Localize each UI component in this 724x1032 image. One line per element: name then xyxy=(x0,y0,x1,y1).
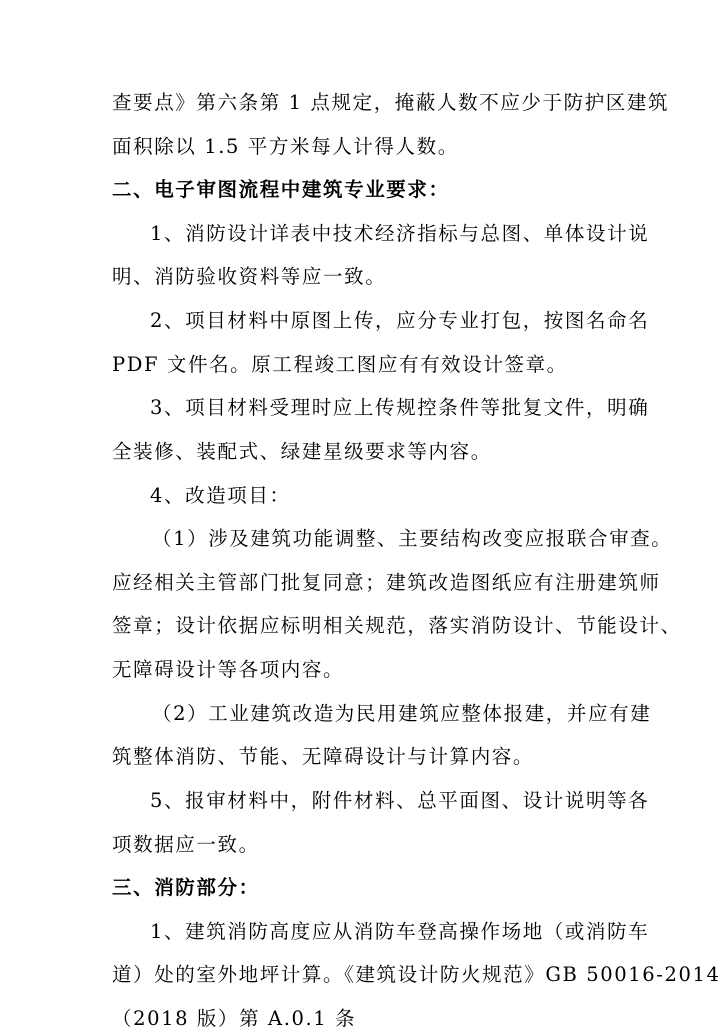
body-line: 4、改造项目： xyxy=(150,484,291,507)
body-line: 签章；设计依据应标明相关规范，落实消防设计、节能设计、 xyxy=(112,614,682,637)
body-line: 查要点》第六条第 1 点规定，掩蔽人数不应少于防护区建筑 xyxy=(112,91,670,114)
body-line: 道）处的室外地坪计算。《建筑设计防火规范》GB 50016-2014 xyxy=(112,963,721,986)
body-line: 全装修、装配式、绿建星级要求等内容。 xyxy=(112,440,492,463)
body-line: 1、建筑消防高度应从消防车登高操作场地（或消防车 xyxy=(150,920,650,943)
section-heading: 三、消防部分： xyxy=(112,876,260,899)
body-line: 1、消防设计详表中技术经济指标与总图、单体设计说 xyxy=(150,222,650,245)
body-line: 筑整体消防、节能、无障碍设计与计算内容。 xyxy=(112,745,535,768)
body-line: 无障碍设计等各项内容。 xyxy=(112,658,345,681)
body-line: 项数据应一致。 xyxy=(112,833,260,856)
body-line: PDF 文件名。原工程竣工图应有有效设计签章。 xyxy=(112,353,568,376)
body-line: （1）涉及建筑功能调整、主要结构改变应报联合审查。 xyxy=(152,527,673,550)
body-line: 2、项目材料中原图上传，应分专业打包，按图名命名 xyxy=(150,309,650,332)
section-heading: 二、电子审图流程中建筑专业要求： xyxy=(112,178,450,201)
body-line: 面积除以 1.5 平方米每人计得人数。 xyxy=(112,135,459,158)
body-line: 应经相关主管部门批复同意；建筑改造图纸应有注册建筑师 xyxy=(112,571,661,594)
body-line: （2018 版）第 A.0.1 条 xyxy=(112,1007,357,1030)
body-line: 5、报审材料中，附件材料、总平面图、设计说明等各 xyxy=(150,789,650,812)
body-line: （2）工业建筑改造为民用建筑应整体报建，并应有建 xyxy=(152,702,652,725)
body-line: 明、消防验收资料等应一致。 xyxy=(112,265,387,288)
body-line: 3、项目材料受理时应上传规控条件等批复文件，明确 xyxy=(150,396,650,419)
